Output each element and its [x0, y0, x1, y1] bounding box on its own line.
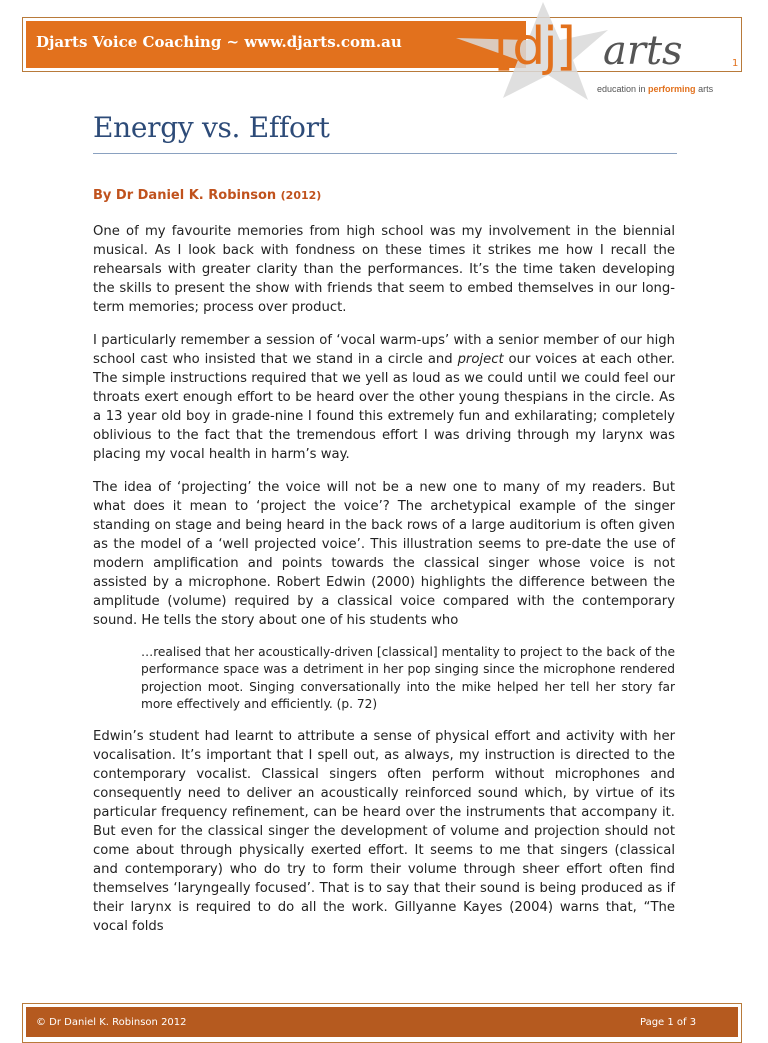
footer-copyright: © Dr Daniel K. Robinson 2012 — [36, 1017, 187, 1028]
logo-arts-mark: arts — [603, 28, 683, 74]
title-divider — [93, 153, 677, 154]
paragraph-1: One of my favourite memories from high school was my involvement in the biennial musical. As I look back with fondness on these times it strikes me how I recall the rehearsals with greater clarity than the performances. It’s the time taken developing the skills to present the show with friends that seem to embed themselves in our long-term memories; process over product. — [93, 224, 675, 315]
block-quote: …realised that her acoustically-driven [classical] mentality to project to the back of the performance space was a detriment in her pop singing since the microphone rendered projection moot. Singing conversationally into the mike helped her tell her story far more effectively and efficiently. (p. 72) — [141, 645, 675, 711]
article-body — [93, 222, 675, 950]
article-title: Energy vs. Effort — [93, 111, 330, 144]
logo-superscript: 1 — [732, 58, 739, 69]
paragraph-2: I particularly remember a session of ‘vocal warm-ups’ with a senior member of our high school cast who insisted that we stand in a circle and project our voices at each other. The simple instructions required that we yell as loud as we could until we could feel our throats exert enough effort to be heard over the other young thespians in the circle. As a 13 year old boy in grade-nine I found this extremely fun and exhilarating; completely oblivious to the fact that the tremendous effort I was driving through my larynx was placing my vocal health in harm’s way. — [93, 333, 675, 462]
footer-page-number: Page 1 of 3 — [640, 1017, 697, 1028]
paragraph-4: Edwin’s student had learnt to attribute a sense of physical effort and activity with her vocalisation. It’s important that I spell out, as always, my instruction is directed to the contemporary vocalist. Classical singers often perform without microphones and consequently need to deliver an acoustically reinforced sound which, by virtue of its particular frequency refinement, can be heard over the instruments that accompany it. But even for the classical singer the development of volume and projection should not come about through physically exerted effort. It seems to me that singers (classical and contemporary) who do try to form their volume through sheer effort often find themselves ‘laryngeally focused’. That is to say that their sound is being produced as if their larynx is required to do all the work. Gillyanne Kayes (2004) warns that, “The vocal folds — [93, 729, 675, 935]
paragraph-3: The idea of ‘projecting’ the voice will not be a new one to many of my readers. But what does it mean to ‘project the voice’? The archetypical example of the singer standing on stage and being heard in the back rows of a large auditorium is often given as the model of a ‘well projected voice’. This illustration seems to pre-date the use of modern amplification and points towards the classical singer whose voice is not assisted by a microphone. Robert Edwin (2000) highlights the difference between the amplitude (volume) required by a classical voice compared with the contemporary sound. He tells the story about one of his students who — [93, 480, 675, 628]
byline — [93, 188, 321, 203]
logo-dj-mark: [dj] — [494, 17, 575, 77]
author: By Dr Daniel K. Robinson — [93, 188, 281, 203]
year: (2012) — [280, 189, 322, 202]
header-title: Djarts Voice Coaching ~ www.djarts.com.au — [36, 33, 402, 51]
logo-tagline: education in performing arts — [597, 84, 714, 94]
